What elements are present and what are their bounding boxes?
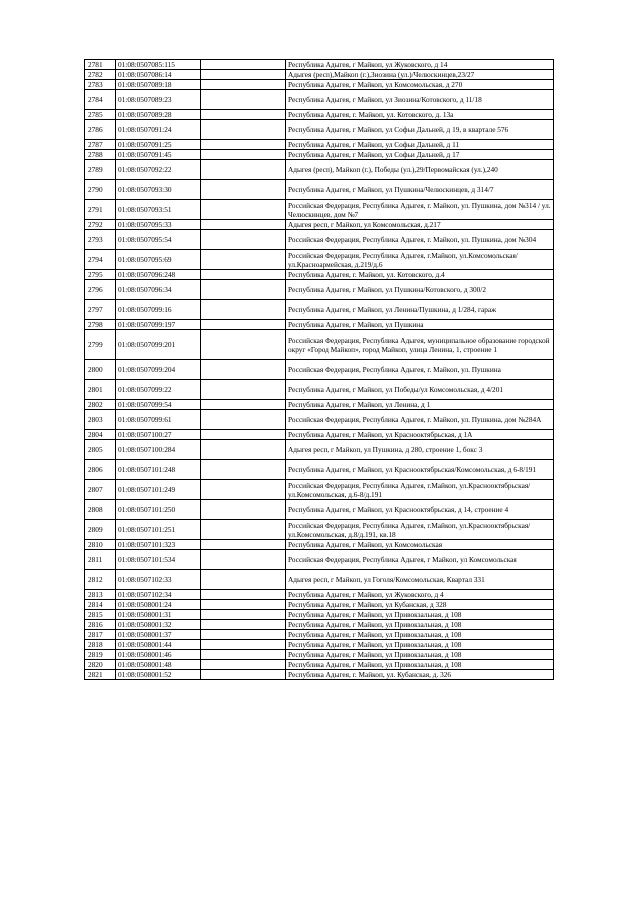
empty-cell bbox=[201, 640, 286, 650]
table-row bbox=[85, 200, 554, 220]
row-number: 2801 bbox=[85, 380, 116, 400]
address: Республика Адыгея, г Майкоп, ул Пушкина bbox=[286, 320, 554, 330]
cadastral-number: 01:08:0508001:31 bbox=[116, 610, 201, 620]
empty-cell bbox=[201, 430, 286, 440]
table-row bbox=[85, 150, 554, 160]
row-number: 2807 bbox=[85, 480, 116, 500]
cadastral-number: 01:08:0507101:248 bbox=[116, 460, 201, 480]
address: Республика Адыгея, г Майкоп, ул Привокзальная, д 108 bbox=[286, 620, 554, 630]
empty-cell bbox=[201, 520, 286, 540]
empty-cell bbox=[201, 220, 286, 230]
address: Адыгея респ, г Майкоп, ул Пушкина, д 280, строение 1, бокс 3 bbox=[286, 440, 554, 460]
row-number: 2787 bbox=[85, 140, 116, 150]
cadastral-number: 01:08:0507093:30 bbox=[116, 180, 201, 200]
table-row bbox=[85, 300, 554, 320]
cadastral-number: 01:08:0507101:251 bbox=[116, 520, 201, 540]
cadastral-number: 01:08:0507095:33 bbox=[116, 220, 201, 230]
document-page bbox=[84, 59, 554, 680]
table-row bbox=[85, 630, 554, 640]
table-row bbox=[85, 360, 554, 380]
table-row bbox=[85, 540, 554, 550]
cadastral-number: 01:08:0507093:51 bbox=[116, 200, 201, 220]
cadastral-number: 01:08:0507096:34 bbox=[116, 280, 201, 300]
empty-cell bbox=[201, 460, 286, 480]
empty-cell bbox=[201, 600, 286, 610]
empty-cell bbox=[201, 610, 286, 620]
cadastral-number: 01:08:0507102:33 bbox=[116, 570, 201, 590]
empty-cell bbox=[201, 480, 286, 500]
row-number: 2783 bbox=[85, 80, 116, 90]
empty-cell bbox=[201, 300, 286, 320]
empty-cell bbox=[201, 120, 286, 140]
table-row bbox=[85, 320, 554, 330]
address: Республика Адыгея, г. Майкоп, ул. Котовского, д. 13а bbox=[286, 110, 554, 120]
cadastral-number: 01:08:0507099:204 bbox=[116, 360, 201, 380]
cadastral-number: 01:08:0507091:45 bbox=[116, 150, 201, 160]
cadastral-number: 01:08:0507099:22 bbox=[116, 380, 201, 400]
address: Адыгея респ, г Майкоп, ул Гоголя/Комсомольская, Квартал 331 bbox=[286, 570, 554, 590]
empty-cell bbox=[201, 60, 286, 70]
empty-cell bbox=[201, 140, 286, 150]
table-row bbox=[85, 220, 554, 230]
row-number: 2805 bbox=[85, 440, 116, 460]
row-number: 2813 bbox=[85, 590, 116, 600]
table-row bbox=[85, 140, 554, 150]
cadastral-number: 01:08:0507099:54 bbox=[116, 400, 201, 410]
address: Республика Адыгея, г. Майкоп, ул. Котовского, д.4 bbox=[286, 270, 554, 280]
cadastral-number: 01:08:0507091:24 bbox=[116, 120, 201, 140]
table-row bbox=[85, 640, 554, 650]
address: Российская Федерация, Республика Адыгея, г.Майкоп, ул.Краснооктябрьская/ул.Комсомольская, д.8/д.191, кв.18 bbox=[286, 520, 554, 540]
address: Республика Адыгея, г Майкоп, ул Комсомольская bbox=[286, 540, 554, 550]
empty-cell bbox=[201, 650, 286, 660]
row-number: 2788 bbox=[85, 150, 116, 160]
address: Российская Федерация, Республика Адыгея, муниципальное образование городской округ «Город Майкоп», город Майкоп, улица Ленина, 1, строение 1 bbox=[286, 330, 554, 360]
address: Республика Адыгея, г Майкоп, ул Краснооктябрьская/Комсомольская, д 6-8/191 bbox=[286, 460, 554, 480]
cadastral-number: 01:08:0507089:18 bbox=[116, 80, 201, 90]
property-table-body bbox=[85, 60, 554, 680]
cadastral-number: 01:08:0507091:25 bbox=[116, 140, 201, 150]
cadastral-number: 01:08:0507099:16 bbox=[116, 300, 201, 320]
table-row bbox=[85, 60, 554, 70]
empty-cell bbox=[201, 380, 286, 400]
empty-cell bbox=[201, 440, 286, 460]
address: Республика Адыгея, г Майкоп, ул Привокзальная, д 108 bbox=[286, 630, 554, 640]
cadastral-number: 01:08:0507102:34 bbox=[116, 590, 201, 600]
address: Республика Адыгея, г Майкоп, ул Комсомольская, д 270 bbox=[286, 80, 554, 90]
cadastral-number: 01:08:0508001:48 bbox=[116, 660, 201, 670]
cadastral-number: 01:08:0507095:69 bbox=[116, 250, 201, 270]
table-row bbox=[85, 280, 554, 300]
empty-cell bbox=[201, 320, 286, 330]
table-row bbox=[85, 480, 554, 500]
address: Республика Адыгея, г Майкоп, ул Привокзальная, д 108 bbox=[286, 650, 554, 660]
row-number: 2782 bbox=[85, 70, 116, 80]
cadastral-number: 01:08:0507101:250 bbox=[116, 500, 201, 520]
cadastral-number: 01:08:0507100:27 bbox=[116, 430, 201, 440]
cadastral-number: 01:08:0508001:44 bbox=[116, 640, 201, 650]
address: Российская Федерация, Республика Адыгея, г. Майкоп, ул. Пушкина, дом №284А bbox=[286, 410, 554, 430]
cadastral-number: 01:08:0508001:46 bbox=[116, 650, 201, 660]
row-number: 2781 bbox=[85, 60, 116, 70]
row-number: 2815 bbox=[85, 610, 116, 620]
empty-cell bbox=[201, 230, 286, 250]
table-row bbox=[85, 120, 554, 140]
row-number: 2786 bbox=[85, 120, 116, 140]
address: Российская Федерация, Республика Адыгея, г.Майкоп, ул.Комсомольская/ул.Красноармейская, д.219/д.6 bbox=[286, 250, 554, 270]
empty-cell bbox=[201, 270, 286, 280]
row-number: 2810 bbox=[85, 540, 116, 550]
row-number: 2797 bbox=[85, 300, 116, 320]
table-row bbox=[85, 650, 554, 660]
row-number: 2794 bbox=[85, 250, 116, 270]
address: Республика Адыгея, г Майкоп, ул Привокзальная, д 108 bbox=[286, 660, 554, 670]
table-row bbox=[85, 660, 554, 670]
address: Российская Федерация, Республика Адыгея, г. Майкоп, ул. Пушкина, дом №304 bbox=[286, 230, 554, 250]
row-number: 2798 bbox=[85, 320, 116, 330]
cadastral-number: 01:08:0508001:37 bbox=[116, 630, 201, 640]
empty-cell bbox=[201, 200, 286, 220]
row-number: 2796 bbox=[85, 280, 116, 300]
table-row bbox=[85, 600, 554, 610]
property-table bbox=[84, 59, 554, 680]
row-number: 2817 bbox=[85, 630, 116, 640]
cadastral-number: 01:08:0507089:23 bbox=[116, 90, 201, 110]
cadastral-number: 01:08:0508001:32 bbox=[116, 620, 201, 630]
row-number: 2803 bbox=[85, 410, 116, 430]
empty-cell bbox=[201, 90, 286, 110]
row-number: 2793 bbox=[85, 230, 116, 250]
row-number: 2799 bbox=[85, 330, 116, 360]
table-row bbox=[85, 460, 554, 480]
address: Республика Адыгея, г. Майкоп, ул. Кубанская, д. 326 bbox=[286, 670, 554, 680]
cadastral-number: 01:08:0507086:14 bbox=[116, 70, 201, 80]
table-row bbox=[85, 270, 554, 280]
address: Республика Адыгея, г Майкоп, ул Кубанская, д 328 bbox=[286, 600, 554, 610]
table-row bbox=[85, 620, 554, 630]
table-row bbox=[85, 70, 554, 80]
empty-cell bbox=[201, 330, 286, 360]
row-number: 2809 bbox=[85, 520, 116, 540]
empty-cell bbox=[201, 590, 286, 600]
table-row bbox=[85, 110, 554, 120]
row-number: 2784 bbox=[85, 90, 116, 110]
empty-cell bbox=[201, 570, 286, 590]
row-number: 2800 bbox=[85, 360, 116, 380]
empty-cell bbox=[201, 660, 286, 670]
table-row bbox=[85, 410, 554, 430]
row-number: 2808 bbox=[85, 500, 116, 520]
empty-cell bbox=[201, 360, 286, 380]
table-row bbox=[85, 330, 554, 360]
cadastral-number: 01:08:0507096:248 bbox=[116, 270, 201, 280]
table-row bbox=[85, 250, 554, 270]
address: Республика Адыгея, г Майкоп, ул Привокзальная, д 108 bbox=[286, 640, 554, 650]
address: Республика Адыгея, г Майкоп, ул Софьи Дальней, д 11 bbox=[286, 140, 554, 150]
row-number: 2821 bbox=[85, 670, 116, 680]
row-number: 2795 bbox=[85, 270, 116, 280]
table-row bbox=[85, 440, 554, 460]
row-number: 2814 bbox=[85, 600, 116, 610]
address: Республика Адыгея, г Майкоп, ул Зиозина/Котовского, д 11/18 bbox=[286, 90, 554, 110]
empty-cell bbox=[201, 670, 286, 680]
table-row bbox=[85, 520, 554, 540]
address: Республика Адыгея, г Майкоп, ул Жуковского, д 4 bbox=[286, 590, 554, 600]
cadastral-number: 01:08:0507101:323 bbox=[116, 540, 201, 550]
address: Адыгея (респ),Майкоп (г.),Зиозина (ул.)/Челюскинцев,23/27 bbox=[286, 70, 554, 80]
row-number: 2802 bbox=[85, 400, 116, 410]
cadastral-number: 01:08:0507099:61 bbox=[116, 410, 201, 430]
address: Республика Адыгея, г Майкоп, ул Победы/ул Комсомольская, д 4/201 bbox=[286, 380, 554, 400]
row-number: 2791 bbox=[85, 200, 116, 220]
table-row bbox=[85, 590, 554, 600]
table-row bbox=[85, 180, 554, 200]
address: Республика Адыгея, г Майкоп, ул Краснооктябрьская, д 1А bbox=[286, 430, 554, 440]
table-row bbox=[85, 500, 554, 520]
row-number: 2806 bbox=[85, 460, 116, 480]
address: Республика Адыгея, г Майкоп, ул Пушкина/Челюскинцев, д 314/7 bbox=[286, 180, 554, 200]
address: Российская Федерация, Республика Адыгея, г. Майкоп, ул. Пушкина, дом №314 / ул. Челюскинцев, дом №7 bbox=[286, 200, 554, 220]
address: Республика Адыгея, г Майкоп, ул Привокзальная, д 108 bbox=[286, 610, 554, 620]
row-number: 2819 bbox=[85, 650, 116, 660]
address: Республика Адыгея, г Майкоп, ул Софьи Дальней, д 17 bbox=[286, 150, 554, 160]
cadastral-number: 01:08:0507092:22 bbox=[116, 160, 201, 180]
address: Республика Адыгея, г Майкоп, ул Ленина/Пушкина, д 1/284, гараж bbox=[286, 300, 554, 320]
empty-cell bbox=[201, 250, 286, 270]
cadastral-number: 01:08:0507095:54 bbox=[116, 230, 201, 250]
empty-cell bbox=[201, 80, 286, 90]
table-row bbox=[85, 610, 554, 620]
empty-cell bbox=[201, 500, 286, 520]
empty-cell bbox=[201, 150, 286, 160]
row-number: 2818 bbox=[85, 640, 116, 650]
address: Российская Федерация, Республика Адыгея, г.Майкоп, ул.Краснооктябрьская/ул.Комсомольская, д.6-8/д.191 bbox=[286, 480, 554, 500]
cadastral-number: 01:08:0507101:534 bbox=[116, 550, 201, 570]
empty-cell bbox=[201, 620, 286, 630]
table-row bbox=[85, 570, 554, 590]
address: Республика Адыгея, г Майкоп, ул Ленина, д 1 bbox=[286, 400, 554, 410]
row-number: 2804 bbox=[85, 430, 116, 440]
empty-cell bbox=[201, 280, 286, 300]
cadastral-number: 01:08:0507100:284 bbox=[116, 440, 201, 460]
row-number: 2785 bbox=[85, 110, 116, 120]
empty-cell bbox=[201, 400, 286, 410]
address: Российская Федерация, Республика Адыгея, г Майкоп, ул Комсомольская bbox=[286, 550, 554, 570]
address: Адыгея респ, г Майкоп, ул Комсомольская, д.217 bbox=[286, 220, 554, 230]
row-number: 2820 bbox=[85, 660, 116, 670]
row-number: 2790 bbox=[85, 180, 116, 200]
empty-cell bbox=[201, 160, 286, 180]
table-row bbox=[85, 400, 554, 410]
cadastral-number: 01:08:0507085:115 bbox=[116, 60, 201, 70]
table-row bbox=[85, 80, 554, 90]
empty-cell bbox=[201, 540, 286, 550]
empty-cell bbox=[201, 70, 286, 80]
empty-cell bbox=[201, 630, 286, 640]
row-number: 2789 bbox=[85, 160, 116, 180]
table-row bbox=[85, 160, 554, 180]
address: Республика Адыгея, г Майкоп, ул Краснооктябрьская, д 14, строение 4 bbox=[286, 500, 554, 520]
table-row bbox=[85, 670, 554, 680]
cadastral-number: 01:08:0508001:24 bbox=[116, 600, 201, 610]
cadastral-number: 01:08:0507089:28 bbox=[116, 110, 201, 120]
cadastral-number: 01:08:0507101:249 bbox=[116, 480, 201, 500]
address: Республика Адыгея, г Майкоп, ул Софьи Дальней, д 19, в квартале 576 bbox=[286, 120, 554, 140]
table-row bbox=[85, 430, 554, 440]
address: Республика Адыгея, г Майкоп, ул Жуковского, д 14 bbox=[286, 60, 554, 70]
table-row bbox=[85, 230, 554, 250]
cadastral-number: 01:08:0508001:52 bbox=[116, 670, 201, 680]
address: Российская Федерация, Республика Адыгея, г. Майкоп, ул. Пушкина bbox=[286, 360, 554, 380]
table-row bbox=[85, 90, 554, 110]
empty-cell bbox=[201, 410, 286, 430]
address: Адыгея (респ), Майкоп (г.), Победы (ул.),29/Первомайская (ул.),240 bbox=[286, 160, 554, 180]
empty-cell bbox=[201, 550, 286, 570]
empty-cell bbox=[201, 110, 286, 120]
row-number: 2792 bbox=[85, 220, 116, 230]
cadastral-number: 01:08:0507099:201 bbox=[116, 330, 201, 360]
row-number: 2816 bbox=[85, 620, 116, 630]
row-number: 2812 bbox=[85, 570, 116, 590]
cadastral-number: 01:08:0507099:197 bbox=[116, 320, 201, 330]
empty-cell bbox=[201, 180, 286, 200]
address: Республика Адыгея, г Майкоп, ул Пушкина/Котовского, д 300/2 bbox=[286, 280, 554, 300]
table-row bbox=[85, 550, 554, 570]
table-row bbox=[85, 380, 554, 400]
row-number: 2811 bbox=[85, 550, 116, 570]
